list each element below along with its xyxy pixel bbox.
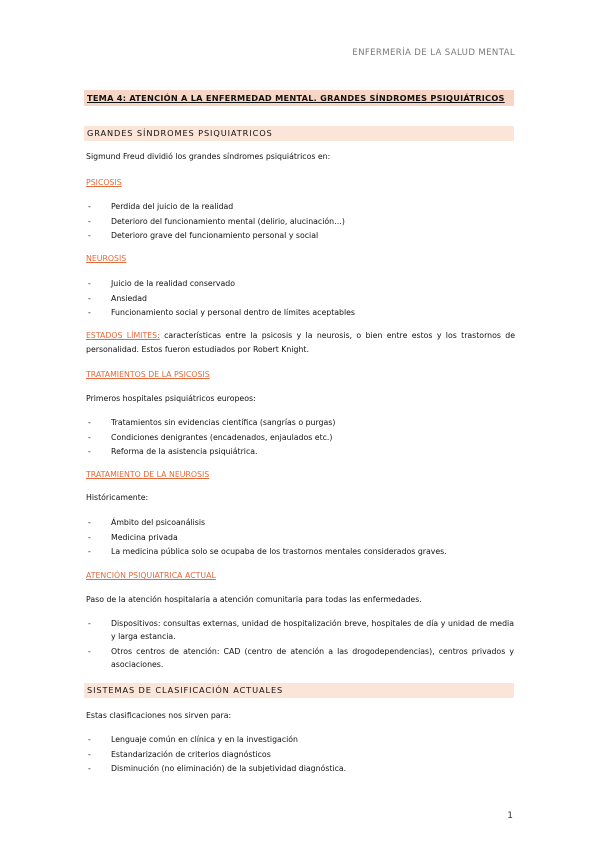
subheading-psicosis: PSICOSIS	[86, 178, 122, 187]
tratamiento-neurosis-intro: Históricamente:	[86, 493, 149, 502]
list-item: - La medicina pública solo se ocupaba de los trastornos mentales considerados graves.	[88, 545, 447, 560]
subheading-atencion-actual: ATENCIÓN PSIQUIATRICA ACTUAL	[86, 571, 216, 580]
list-item: - Dispositivos: consultas externas, unidad de hospitalización breve, hospitales de día y unidad de media y larga estancia.	[88, 617, 514, 643]
estados-limites-paragraph	[86, 329, 515, 357]
list-item: - Deterioro del funcionamiento mental (delirio, alucinación…)	[88, 215, 345, 230]
tratamientos-psicosis-intro: Primeros hospitales psiquiátricos europeos:	[86, 394, 256, 403]
list-item: - Tratamientos sin evidencias científica (sangrías o purgas)	[88, 416, 335, 431]
list-item: - Juicio de la realidad conservado	[88, 277, 355, 292]
list-item: - Ansiedad	[88, 292, 355, 307]
clasificacion-list	[88, 733, 346, 777]
tratamiento-neurosis-list	[88, 516, 447, 560]
subheading-neurosis: NEUROSIS	[86, 254, 127, 263]
list-item: - Perdida del juicio de la realidad	[88, 200, 345, 215]
list-item: - Condiciones denigrantes (encadenados, enjaulados etc.)	[88, 431, 335, 446]
section-heading-clasificacion: SISTEMAS DE CLASIFICACIÓN ACTUALES	[84, 683, 514, 698]
intro-paragraph: Sigmund Freud dividió los grandes síndromes psiquiátricos en:	[86, 152, 331, 161]
page-number: 1	[507, 811, 513, 821]
subheading-tratamiento-neurosis: TRATAMIENTO DE LA NEUROSIS	[86, 470, 210, 479]
page-title: TEMA 4: ATENCIÓN A LA ENFERMEDAD MENTAL. GRANDES SÍNDROMES PSIQUIÁTRICOS	[84, 90, 514, 106]
running-header: ENFERMERÍA DE LA SALUD MENTAL	[352, 48, 515, 58]
section-heading-sindromes: GRANDES SÍNDROMES PSIQUIATRICOS	[84, 126, 514, 141]
atencion-actual-list	[88, 617, 514, 671]
list-item: - Deterioro grave del funcionamiento personal y social	[88, 229, 345, 244]
atencion-actual-intro: Paso de la atención hospitalaria a atención comunitaria para todas las enfermedades.	[86, 595, 422, 604]
list-item: - Ámbito del psicoanálisis	[88, 516, 447, 531]
list-item: - Funcionamiento social y personal dentro de límites aceptables	[88, 306, 355, 321]
list-item: - Otros centros de atención: CAD (centro de atención a las drogodependencias), centros privados y asociaciones.	[88, 645, 514, 671]
clasificacion-intro: Estas clasificaciones nos sirven para:	[86, 711, 232, 720]
psicosis-list	[88, 200, 345, 244]
subheading-tratamientos-psicosis: TRATAMIENTOS DE LA PSICOSIS	[86, 370, 210, 379]
list-item: - Medicina privada	[88, 531, 447, 546]
list-item: - Estandarización de criterios diagnósticos	[88, 748, 346, 763]
neurosis-list	[88, 277, 355, 321]
estados-limites-text: características entre la psicosis y la neurosis, o bien entre estos y los trastornos de personalidad. Estos fueron estudiados por Robert Knight.	[86, 331, 516, 354]
tratamientos-psicosis-list	[88, 416, 335, 460]
subheading-estados-limites: ESTADOS LÍMITES:	[86, 331, 160, 340]
list-item: - Disminución (no eliminación) de la subjetividad diagnóstica.	[88, 762, 346, 777]
list-item: - Lenguaje común en clínica y en la investigación	[88, 733, 346, 748]
list-item: - Reforma de la asistencia psiquiátrica.	[88, 445, 335, 460]
